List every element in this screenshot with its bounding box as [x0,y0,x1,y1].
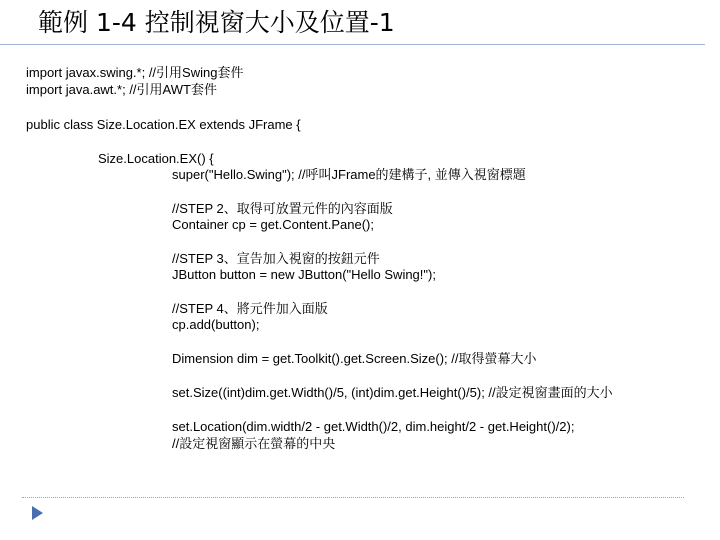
code-line-import-awt: import java.awt.*; //引用AWT套件 [26,82,217,97]
code-line-step2-comment: //STEP 2、取得可放置元件的內容面版 [172,201,393,216]
slide-title: 範例 1-4 控制視窗大小及位置-1 [38,8,395,37]
code-line-step3-comment: //STEP 3、宣告加入視窗的按鈕元件 [172,251,380,266]
code-line-constructor: Size.Location.EX() { [98,151,214,166]
title-divider [0,44,705,45]
code-line-content-pane: Container cp = get.Content.Pane(); [172,217,374,232]
code-line-set-size: set.Size((int)dim.get.Width()/5, (int)dim.get.Height()/5); //設定視窗畫面的大小 [172,385,613,400]
code-line-set-location: set.Location(dim.width/2 - get.Width()/2, dim.height/2 - get.Height()/2); [172,419,575,434]
footer-divider [22,497,684,498]
code-line-class-declaration: public class Size.Location.EX extends JFrame { [26,117,301,132]
code-line-screen-size: Dimension dim = get.Toolkit().get.Screen.Size(); //取得螢幕大小 [172,351,537,366]
code-line-center-comment: //設定視窗顯示在螢幕的中央 [172,436,336,451]
code-line-add-button: cp.add(button); [172,317,260,332]
code-line-step4-comment: //STEP 4、將元件加入面版 [172,301,328,316]
nav-arrow-icon[interactable] [30,505,44,521]
code-line-import-swing: import javax.swing.*; //引用Swing套件 [26,65,244,80]
code-line-button-declaration: JButton button = new JButton("Hello Swing!"); [172,267,436,282]
code-line-super-call: super("Hello.Swing"); //呼叫JFrame的建構子, 並傳入視窗標題 [172,167,526,182]
